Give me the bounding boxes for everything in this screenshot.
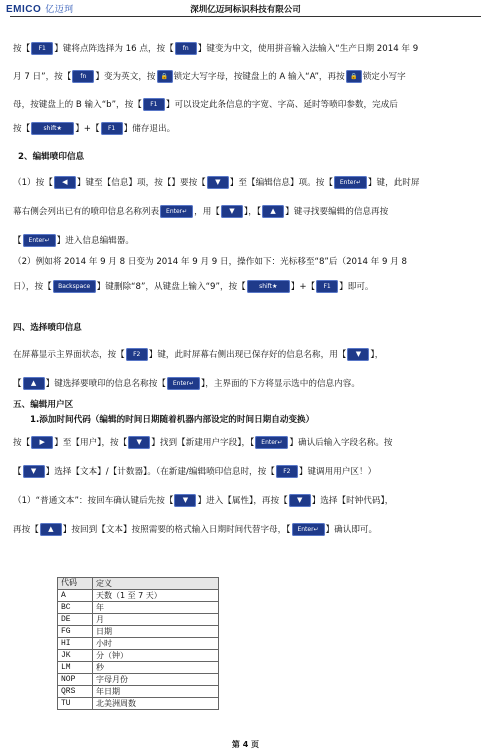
lock-key-icon: 🔒	[157, 70, 173, 83]
header-divider	[10, 16, 481, 17]
para1-line3: 母，按键盘上的 B 输入“b”，按【 F1 】可以设定此条信息的字宽、字高、延时等喷印参数，完成后	[13, 100, 398, 110]
down-arrow-key-icon	[289, 494, 311, 507]
fn-key: fn	[72, 70, 94, 83]
section-5-subtitle: 1.添加时间代码（编辑的时间日期随着机器内部设定的时间日期自动变换）	[30, 415, 315, 425]
time-code-table	[57, 577, 219, 710]
sec5-line1: 按【▶ 】至【用户】，按【▼ 】找到【新建用户字段】，【 Enter↵ 】确认后输入字段名称。按	[13, 436, 481, 449]
code-cell: QRS	[58, 686, 93, 698]
table-row	[58, 638, 219, 650]
definition-cell: 北美洲周数	[93, 698, 219, 710]
down-arrow-key-icon	[207, 176, 229, 189]
down-arrow-key-icon	[128, 436, 150, 449]
code-cell: A	[58, 590, 93, 602]
definition-cell: 天数（1 至 7 天）	[93, 590, 219, 602]
sec2-line3: 【 Enter↵ 】进入信息编辑器。	[13, 236, 134, 246]
sec4-line2: 【▲ 】键选择要喷印的信息名称按【 Enter↵ 】，主界面的下方将显示选中的信息内容。	[13, 377, 481, 390]
section-5-title: 五、编辑用户区	[13, 400, 74, 410]
down-arrow-key-icon	[347, 348, 369, 361]
code-cell: LM	[58, 662, 93, 674]
shift-key: shift★	[31, 122, 74, 135]
code-cell: HI	[58, 638, 93, 650]
down-arrow-key-icon	[23, 465, 45, 478]
f1-key: F1	[316, 280, 338, 293]
table-row	[58, 698, 219, 710]
page-number: 第 4 页	[231, 740, 260, 749]
sec2-line1: （1）按【◀ 】键至【信息】项，按【】要按【▼ 】至【编辑信息】项。按【 Enter↵ 】键，此时屏	[13, 176, 481, 189]
enter-key: Enter↵	[255, 436, 288, 449]
sec2-line5: 日），按【 Backspace 】键删除“8”，从键盘上输入“9”，按【 shift★ 】+【 F1 】即可。	[13, 282, 374, 292]
enter-key: Enter↵	[292, 523, 325, 536]
code-cell: NOP	[58, 674, 93, 686]
enter-key: Enter↵	[167, 377, 200, 390]
up-arrow-key-icon	[262, 205, 284, 218]
definition-cell: 日期	[93, 626, 219, 638]
code-cell: JK	[58, 650, 93, 662]
table-header-cell: 代码	[58, 578, 93, 590]
enter-key: Enter↵	[23, 234, 56, 247]
sec5-line3: （1）“普通文本”：按回车确认键后先按【▼ 】进入【属性】，再按【▼ 】选择【时钟代码】，	[13, 494, 481, 507]
code-cell: DE	[58, 614, 93, 626]
backspace-key: Backspace	[53, 280, 96, 293]
f2-key: F2	[276, 465, 298, 478]
definition-cell: 秒	[93, 662, 219, 674]
shift-key: shift★	[247, 280, 290, 293]
table-row	[58, 602, 219, 614]
f1-key: F1	[143, 98, 165, 111]
up-arrow-key-icon	[40, 523, 62, 536]
section-2-title: 2、编辑喷印信息	[18, 152, 85, 162]
table-row	[58, 614, 219, 626]
logo-text: EMICO	[6, 4, 42, 15]
table-header-cell: 定义	[93, 578, 219, 590]
sec5-line2: 【▼ 】选择【文本】/【计数器】。（在新建/编辑喷印信息时，按【 F2 】键调用用户区！）	[13, 465, 481, 478]
f1-key: F1	[101, 122, 123, 135]
definition-cell: 分（钟）	[93, 650, 219, 662]
left-arrow-key-icon	[54, 176, 76, 189]
table-header-row	[58, 578, 219, 590]
fn-key: fn	[175, 42, 197, 55]
table-row	[58, 650, 219, 662]
sec4-line1: 在屏幕显示主界面状态，按【 F2 】键，此时屏幕右侧出现已保存好的信息名称，用【▼ 】，	[13, 348, 481, 361]
enter-key: Enter↵	[160, 205, 193, 218]
sec2-line4: （2）例如将 2014 年 9 月 8 日变为 2014 年 9 月 9 日，操作如下：光标移至“8”后（2014 年 9 月 8	[13, 257, 407, 267]
table-row	[58, 662, 219, 674]
up-arrow-key-icon	[23, 377, 45, 390]
table-row	[58, 686, 219, 698]
definition-cell: 字母月份	[93, 674, 219, 686]
definition-cell: 年日期	[93, 686, 219, 698]
definition-cell: 小时	[93, 638, 219, 650]
para1-line1: 按【 F1 】键将点阵选择为 16 点，按【 fn 】键变为中文，使用拼音输入法输入“生产日期 2014 年 9	[13, 44, 419, 54]
f1-key: F1	[31, 42, 53, 55]
table-row	[58, 626, 219, 638]
code-cell: TU	[58, 698, 93, 710]
para1-line4: 按【 shift★ 】+【 F1 】储存退出。	[13, 124, 176, 134]
code-cell: BC	[58, 602, 93, 614]
logo-cn: 亿迈珂	[45, 4, 74, 14]
para1-line2: 月 7 日”，按【 fn 】变为英文，按 🔒 锁定大写字母，按键盘上的 A 输入“A”，再按 🔒 锁定小写字	[13, 72, 406, 82]
sec2-line2: 幕右侧会列出已有的喷印信息名称列表 Enter↵ ，用【▼ 】，【▲ 】键寻找要编辑的信息再按	[13, 205, 481, 218]
right-arrow-key-icon	[31, 436, 53, 449]
section-4-title: 四、选择喷印信息	[13, 323, 82, 333]
lock-key-icon: 🔒	[346, 70, 362, 83]
f2-key: F2	[126, 348, 148, 361]
table-row	[58, 674, 219, 686]
table-row	[58, 590, 219, 602]
company-name: 深圳亿迈珂标识科技有限公司	[190, 5, 301, 15]
page-header	[0, 0, 491, 18]
code-cell: FG	[58, 626, 93, 638]
definition-cell: 年	[93, 602, 219, 614]
down-arrow-key-icon	[174, 494, 196, 507]
definition-cell: 月	[93, 614, 219, 626]
sec5-line4: 再按【▲ 】按回到【文本】按照需要的格式输入日期时间代替字母，【 Enter↵ 】确认即可。	[13, 523, 481, 536]
enter-key: Enter↵	[334, 176, 367, 189]
down-arrow-key-icon	[221, 205, 243, 218]
